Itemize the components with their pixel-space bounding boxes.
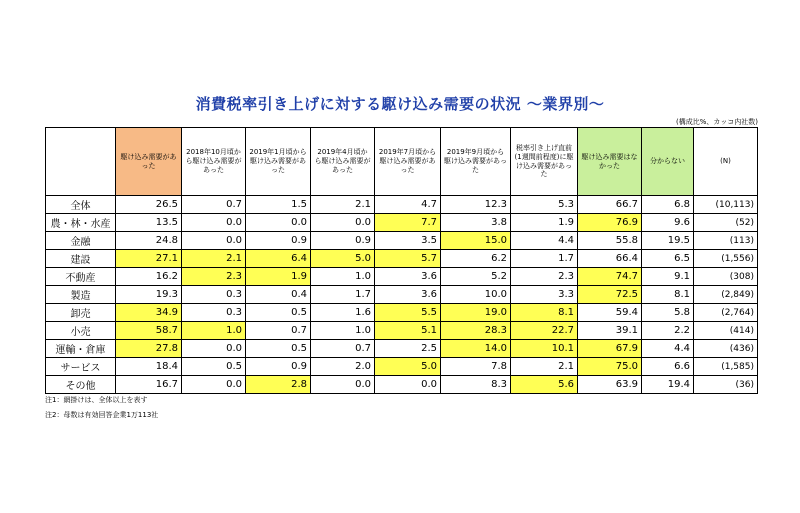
value-cell: 6.8	[642, 196, 694, 214]
value-cell: 76.9	[578, 214, 642, 232]
table-row	[46, 286, 758, 304]
value-cell: 5.3	[511, 196, 578, 214]
value-cell: 1.0	[182, 322, 246, 340]
count-cell: (52)	[694, 214, 758, 232]
value-cell: 0.4	[246, 286, 311, 304]
table-row	[46, 214, 758, 232]
value-cell: 1.7	[511, 250, 578, 268]
row-label: 不動産	[46, 268, 116, 286]
value-cell: 24.8	[116, 232, 182, 250]
value-cell: 6.2	[441, 250, 511, 268]
value-cell: 19.0	[441, 304, 511, 322]
value-cell: 1.5	[246, 196, 311, 214]
value-cell: 2.1	[311, 196, 375, 214]
value-cell: 0.7	[246, 322, 311, 340]
table-row	[46, 358, 758, 376]
row-label: 金融	[46, 232, 116, 250]
value-cell: 5.7	[375, 250, 441, 268]
value-cell: 0.0	[375, 376, 441, 394]
count-cell: (2,849)	[694, 286, 758, 304]
value-cell: 7.8	[441, 358, 511, 376]
value-cell: 0.3	[182, 286, 246, 304]
value-cell: 58.7	[116, 322, 182, 340]
value-cell: 19.5	[642, 232, 694, 250]
value-cell: 5.0	[375, 358, 441, 376]
header-corner	[46, 128, 116, 196]
value-cell: 0.7	[182, 196, 246, 214]
row-label: 運輸・倉庫	[46, 340, 116, 358]
unit-note: (構成比%、カッコ内社数)	[676, 118, 759, 126]
value-cell: 55.8	[578, 232, 642, 250]
value-cell: 75.0	[578, 358, 642, 376]
value-cell: 2.1	[511, 358, 578, 376]
value-cell: 18.4	[116, 358, 182, 376]
value-cell: 0.5	[246, 340, 311, 358]
demand-status-table	[45, 127, 758, 394]
value-cell: 4.7	[375, 196, 441, 214]
count-cell: (414)	[694, 322, 758, 340]
row-label: 全体	[46, 196, 116, 214]
count-cell: (36)	[694, 376, 758, 394]
table-row	[46, 304, 758, 322]
table-row	[46, 268, 758, 286]
value-cell: 6.6	[642, 358, 694, 376]
value-cell: 12.3	[441, 196, 511, 214]
count-cell: (436)	[694, 340, 758, 358]
row-label: 農・林・水産	[46, 214, 116, 232]
value-cell: 0.5	[182, 358, 246, 376]
col-header: 2019年7月頃から駆け込み需要があった	[375, 128, 441, 196]
value-cell: 16.2	[116, 268, 182, 286]
row-label: 卸売	[46, 304, 116, 322]
value-cell: 2.8	[246, 376, 311, 394]
value-cell: 0.9	[246, 358, 311, 376]
value-cell: 26.5	[116, 196, 182, 214]
col-header: 2019年9月頃から駆け込み需要があった	[441, 128, 511, 196]
value-cell: 27.8	[116, 340, 182, 358]
value-cell: 2.0	[311, 358, 375, 376]
value-cell: 5.0	[311, 250, 375, 268]
value-cell: 5.8	[642, 304, 694, 322]
row-label: 建設	[46, 250, 116, 268]
value-cell: 72.5	[578, 286, 642, 304]
value-cell: 1.6	[311, 304, 375, 322]
value-cell: 0.3	[182, 304, 246, 322]
value-cell: 0.0	[246, 214, 311, 232]
value-cell: 2.2	[642, 322, 694, 340]
count-cell: (1,585)	[694, 358, 758, 376]
col-header: 駆け込み需要があった	[116, 128, 182, 196]
value-cell: 3.6	[375, 268, 441, 286]
value-cell: 0.9	[246, 232, 311, 250]
count-cell: (1,556)	[694, 250, 758, 268]
col-header: 2019年4月頃から駆け込み需要があった	[311, 128, 375, 196]
value-cell: 0.9	[311, 232, 375, 250]
value-cell: 67.9	[578, 340, 642, 358]
value-cell: 5.6	[511, 376, 578, 394]
value-cell: 2.1	[182, 250, 246, 268]
footnote-2: 注2：母数は有効回答企業1万113社	[45, 411, 159, 419]
table-row	[46, 322, 758, 340]
value-cell: 27.1	[116, 250, 182, 268]
footnote-1: 注1：網掛けは、全体以上を表す	[45, 396, 148, 404]
value-cell: 10.1	[511, 340, 578, 358]
col-header: 駆け込み需要はなかった	[578, 128, 642, 196]
table-row	[46, 232, 758, 250]
value-cell: 9.6	[642, 214, 694, 232]
value-cell: 10.0	[441, 286, 511, 304]
row-label: 製造	[46, 286, 116, 304]
header-row	[46, 128, 758, 196]
value-cell: 39.1	[578, 322, 642, 340]
value-cell: 5.2	[441, 268, 511, 286]
table-row	[46, 376, 758, 394]
value-cell: 1.9	[511, 214, 578, 232]
table-row	[46, 340, 758, 358]
value-cell: 74.7	[578, 268, 642, 286]
value-cell: 0.0	[311, 214, 375, 232]
col-header: (N)	[694, 128, 758, 196]
count-cell: (308)	[694, 268, 758, 286]
col-header: 2019年1月頃から駆け込み需要があった	[246, 128, 311, 196]
value-cell: 0.0	[182, 340, 246, 358]
value-cell: 0.0	[311, 376, 375, 394]
row-label: その他	[46, 376, 116, 394]
value-cell: 0.0	[182, 232, 246, 250]
value-cell: 22.7	[511, 322, 578, 340]
value-cell: 5.1	[375, 322, 441, 340]
value-cell: 63.9	[578, 376, 642, 394]
value-cell: 4.4	[642, 340, 694, 358]
count-cell: (2,764)	[694, 304, 758, 322]
value-cell: 8.3	[441, 376, 511, 394]
value-cell: 0.5	[246, 304, 311, 322]
col-header: 税率引き上げ直前(1週間前程度)に駆け込み需要があった	[511, 128, 578, 196]
value-cell: 14.0	[441, 340, 511, 358]
value-cell: 3.3	[511, 286, 578, 304]
value-cell: 2.3	[511, 268, 578, 286]
value-cell: 28.3	[441, 322, 511, 340]
value-cell: 0.0	[182, 214, 246, 232]
count-cell: (10,113)	[694, 196, 758, 214]
value-cell: 19.4	[642, 376, 694, 394]
value-cell: 34.9	[116, 304, 182, 322]
value-cell: 19.3	[116, 286, 182, 304]
value-cell: 66.4	[578, 250, 642, 268]
value-cell: 1.0	[311, 268, 375, 286]
col-header: 分からない	[642, 128, 694, 196]
value-cell: 16.7	[116, 376, 182, 394]
value-cell: 5.5	[375, 304, 441, 322]
value-cell: 7.7	[375, 214, 441, 232]
value-cell: 2.3	[182, 268, 246, 286]
value-cell: 6.5	[642, 250, 694, 268]
table-title: 消費税率引き上げに対する駆け込み需要の状況 ～業界別～	[195, 95, 605, 113]
value-cell: 3.8	[441, 214, 511, 232]
value-cell: 3.6	[375, 286, 441, 304]
count-cell: (113)	[694, 232, 758, 250]
value-cell: 0.0	[182, 376, 246, 394]
value-cell: 4.4	[511, 232, 578, 250]
value-cell: 9.1	[642, 268, 694, 286]
value-cell: 1.0	[311, 322, 375, 340]
row-label: サービス	[46, 358, 116, 376]
value-cell: 15.0	[441, 232, 511, 250]
value-cell: 1.7	[311, 286, 375, 304]
value-cell: 1.9	[246, 268, 311, 286]
table-row	[46, 196, 758, 214]
value-cell: 66.7	[578, 196, 642, 214]
value-cell: 8.1	[642, 286, 694, 304]
value-cell: 2.5	[375, 340, 441, 358]
row-label: 小売	[46, 322, 116, 340]
col-header: 2018年10月頃から駆け込み需要があった	[182, 128, 246, 196]
value-cell: 0.7	[311, 340, 375, 358]
value-cell: 6.4	[246, 250, 311, 268]
table-row	[46, 250, 758, 268]
value-cell: 13.5	[116, 214, 182, 232]
value-cell: 59.4	[578, 304, 642, 322]
value-cell: 8.1	[511, 304, 578, 322]
value-cell: 3.5	[375, 232, 441, 250]
